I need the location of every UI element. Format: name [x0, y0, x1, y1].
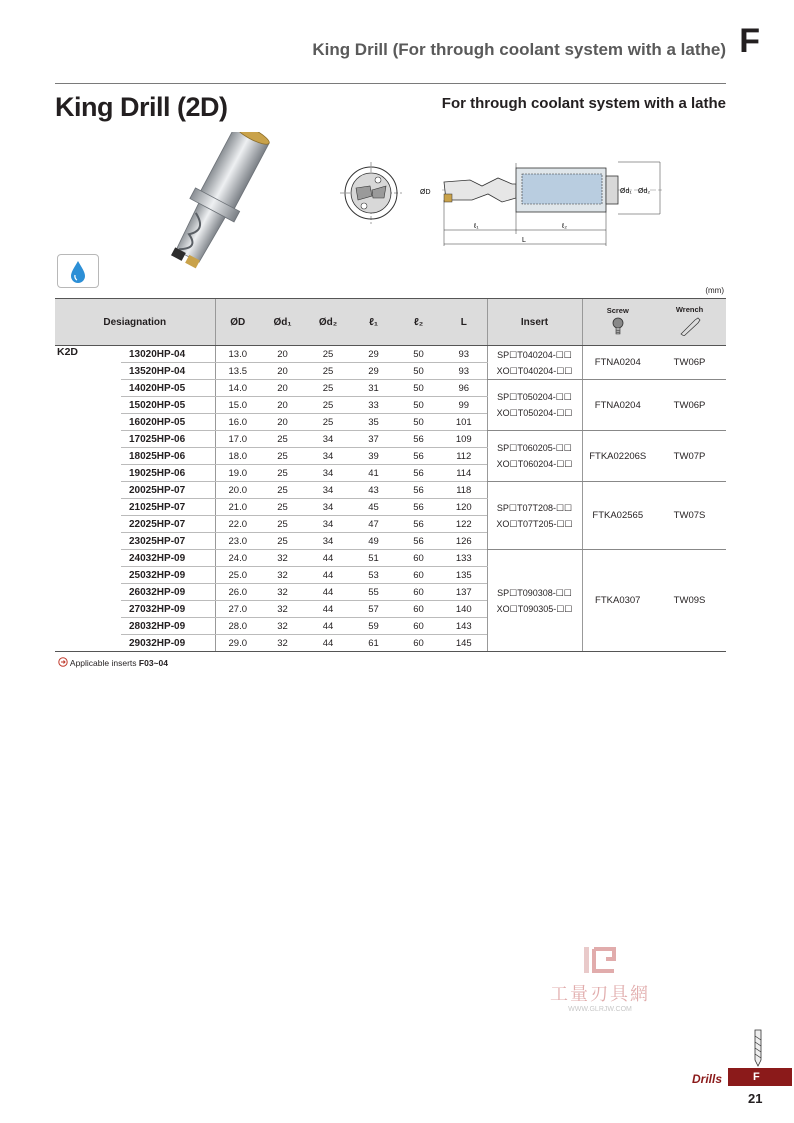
cell-l1: 45 [351, 499, 396, 516]
drill-dimension-diagram [412, 158, 668, 250]
cell-l1: 57 [351, 601, 396, 618]
cell-L: 126 [441, 533, 487, 550]
cell-od2: 25 [305, 380, 351, 397]
cell-l1: 43 [351, 482, 396, 499]
cell-l1: 41 [351, 465, 396, 482]
cell-L: 118 [441, 482, 487, 499]
wrench-icon [678, 316, 702, 336]
cell-l1: 29 [351, 363, 396, 380]
cell-od2: 25 [305, 414, 351, 431]
note-reference[interactable]: F03~04 [138, 658, 168, 668]
cell-L: 109 [441, 431, 487, 448]
cell-L: 120 [441, 499, 487, 516]
insert-code: XO☐T07T205-☐☐ [496, 518, 573, 529]
designation-code: 19025HP-06 [121, 465, 215, 482]
cell-od2: 34 [305, 431, 351, 448]
designation-code: 15020HP-05 [121, 397, 215, 414]
page-subtitle: For through coolant system with a lathe [441, 95, 726, 112]
cell-od2: 34 [305, 533, 351, 550]
cell-od1: 25 [260, 431, 305, 448]
cell-l2: 56 [396, 448, 441, 465]
cell-od2: 34 [305, 499, 351, 516]
cell-od2: 44 [305, 618, 351, 635]
cell-od1: 25 [260, 448, 305, 465]
cell-od1: 32 [260, 584, 305, 601]
wrench-cell: TW09S [653, 550, 726, 652]
designation-code: 13020HP-04 [121, 346, 215, 363]
insert-code: XO☐T040204-☐☐ [496, 365, 573, 376]
cell-L: 122 [441, 516, 487, 533]
header-divider [55, 83, 726, 84]
cell-od: 19.0 [215, 465, 260, 482]
insert-cell [487, 431, 582, 482]
screw-cell: FTNA0204 [582, 380, 653, 431]
cell-od1: 20 [260, 363, 305, 380]
drill-bit-icon [752, 1028, 764, 1068]
insert-cell [487, 380, 582, 431]
cell-od: 14.0 [215, 380, 260, 397]
col-header-screw [582, 299, 653, 346]
insert-code: XO☐T060204-☐☐ [496, 459, 573, 469]
cell-l2: 60 [396, 584, 441, 601]
cell-l2: 60 [396, 635, 441, 652]
wrench-cell: TW07P [653, 431, 726, 482]
cell-od: 18.0 [215, 448, 260, 465]
cell-L: 137 [441, 584, 487, 601]
cell-od2: 25 [305, 346, 351, 363]
cell-L: 112 [441, 448, 487, 465]
dim-od2-label: Ød₂ [638, 188, 651, 195]
cell-od1: 25 [260, 482, 305, 499]
col-header-od: ØD [215, 299, 260, 346]
table-row [55, 550, 726, 567]
cell-od2: 44 [305, 550, 351, 567]
cell-l2: 50 [396, 380, 441, 397]
col-header-l2: ℓ₂ [396, 299, 441, 346]
cell-od: 27.0 [215, 601, 260, 618]
cell-od: 15.0 [215, 397, 260, 414]
footer-section-tab[interactable]: F [728, 1068, 792, 1086]
screw-icon [611, 317, 625, 335]
designation-code: 14020HP-05 [121, 380, 215, 397]
cell-L: 135 [441, 567, 487, 584]
cell-l1: 37 [351, 431, 396, 448]
cell-l1: 55 [351, 584, 396, 601]
designation-code: 17025HP-06 [121, 431, 215, 448]
cell-L: 99 [441, 397, 487, 414]
cell-od2: 34 [305, 465, 351, 482]
section-header-title: King Drill (For through coolant system with a lathe) [312, 40, 726, 59]
cell-od1: 20 [260, 346, 305, 363]
cell-l2: 60 [396, 601, 441, 618]
drill-product-image [128, 132, 298, 277]
unit-label: (mm) [705, 286, 724, 295]
cell-l2: 56 [396, 431, 441, 448]
cell-od1: 25 [260, 533, 305, 550]
cell-l2: 50 [396, 414, 441, 431]
designation-code: 24032HP-09 [121, 550, 215, 567]
watermark-logo-icon [580, 945, 620, 975]
designation-code: 22025HP-07 [121, 516, 215, 533]
cell-l2: 50 [396, 397, 441, 414]
cell-L: 143 [441, 618, 487, 635]
cell-od1: 32 [260, 567, 305, 584]
applicable-inserts-note [58, 657, 168, 668]
cell-od1: 20 [260, 380, 305, 397]
drill-end-view-diagram [338, 160, 404, 226]
dim-l1-label: ℓ₁ [474, 223, 479, 230]
cell-od: 24.0 [215, 550, 260, 567]
table-row [55, 380, 726, 397]
dim-od1-label: Ød₁ [620, 188, 632, 195]
cell-l2: 56 [396, 516, 441, 533]
table-row [55, 482, 726, 499]
cell-od1: 32 [260, 635, 305, 652]
cell-l1: 31 [351, 380, 396, 397]
designation-code: 28032HP-09 [121, 618, 215, 635]
cell-L: 93 [441, 346, 487, 363]
wrench-cell: TW06P [653, 346, 726, 380]
designation-code: 25032HP-09 [121, 567, 215, 584]
table-row [55, 431, 726, 448]
cell-od: 20.0 [215, 482, 260, 499]
insert-code: SP☐T050204-☐☐ [497, 392, 572, 402]
dim-l2-label: ℓ₂ [562, 223, 567, 230]
watermark [530, 945, 670, 1013]
wrench-cell: TW06P [653, 380, 726, 431]
insert-code: SP☐T040204-☐☐ [497, 349, 572, 360]
cell-od2: 44 [305, 601, 351, 618]
coolant-icon [57, 254, 99, 288]
cell-od2: 34 [305, 516, 351, 533]
insert-code: XO☐T090305-☐☐ [496, 603, 573, 614]
insert-code: XO☐T050204-☐☐ [496, 408, 573, 418]
col-header-wrench [653, 299, 726, 346]
cell-l1: 53 [351, 567, 396, 584]
cell-l1: 49 [351, 533, 396, 550]
cell-od: 22.0 [215, 516, 260, 533]
cell-l2: 50 [396, 363, 441, 380]
cell-od2: 25 [305, 363, 351, 380]
cell-od2: 44 [305, 567, 351, 584]
screw-cell: FTNA0204 [582, 346, 653, 380]
cell-od1: 20 [260, 414, 305, 431]
cell-l2: 50 [396, 346, 441, 363]
cell-od: 25.0 [215, 567, 260, 584]
designation-code: 29032HP-09 [121, 635, 215, 652]
cell-od: 29.0 [215, 635, 260, 652]
cell-od1: 20 [260, 397, 305, 414]
specification-table [55, 298, 726, 652]
screw-label: Screw [606, 306, 629, 315]
col-header-L: L [441, 299, 487, 346]
page-number: 21 [748, 1091, 763, 1106]
cell-l1: 39 [351, 448, 396, 465]
cell-l1: 51 [351, 550, 396, 567]
cell-od2: 25 [305, 397, 351, 414]
cell-l1: 59 [351, 618, 396, 635]
cell-od1: 32 [260, 550, 305, 567]
cell-od1: 25 [260, 465, 305, 482]
dim-od-label: ØD [420, 189, 431, 196]
screw-cell: FTKA02206S [582, 431, 653, 482]
cell-od1: 32 [260, 601, 305, 618]
designation-code: 13520HP-04 [121, 363, 215, 380]
watermark-chinese-text: 工量刃具網 [550, 984, 650, 1005]
cell-od: 17.0 [215, 431, 260, 448]
designation-code: 16020HP-05 [121, 414, 215, 431]
section-letter: F [739, 22, 760, 60]
reference-arrow-icon [58, 657, 68, 667]
cell-od2: 34 [305, 482, 351, 499]
cell-l1: 33 [351, 397, 396, 414]
designation-code: 27032HP-09 [121, 601, 215, 618]
cell-L: 114 [441, 465, 487, 482]
cell-od2: 44 [305, 635, 351, 652]
cell-L: 101 [441, 414, 487, 431]
cell-od: 21.0 [215, 499, 260, 516]
cell-l2: 60 [396, 567, 441, 584]
table-header-row [55, 299, 726, 346]
designation-code: 21025HP-07 [121, 499, 215, 516]
cell-od: 23.0 [215, 533, 260, 550]
cell-l1: 35 [351, 414, 396, 431]
series-code: K2D [55, 346, 121, 652]
cell-L: 96 [441, 380, 487, 397]
cell-l2: 56 [396, 499, 441, 516]
designation-code: 20025HP-07 [121, 482, 215, 499]
insert-code: SP☐T07T208-☐☐ [496, 502, 573, 513]
screw-cell: FTKA0307 [582, 550, 653, 652]
insert-cell [487, 482, 582, 550]
insert-cell [487, 550, 582, 652]
cell-od: 16.0 [215, 414, 260, 431]
footer-section-label: Drills [692, 1072, 723, 1086]
cell-l2: 56 [396, 533, 441, 550]
cell-L: 145 [441, 635, 487, 652]
wrench-label: Wrench [675, 305, 704, 314]
cell-od: 26.0 [215, 584, 260, 601]
cell-L: 140 [441, 601, 487, 618]
insert-code: SP☐T060205-☐☐ [497, 443, 572, 453]
screw-cell: FTKA02565 [582, 482, 653, 550]
insert-cell [487, 346, 582, 380]
watermark-url: WWW.GLRJW.COM [568, 1006, 632, 1013]
cell-od2: 44 [305, 584, 351, 601]
cell-l1: 47 [351, 516, 396, 533]
cell-l2: 56 [396, 482, 441, 499]
designation-code: 18025HP-06 [121, 448, 215, 465]
designation-code: 26032HP-09 [121, 584, 215, 601]
page-title: King Drill (2D) [55, 92, 228, 122]
cell-od: 13.0 [215, 346, 260, 363]
cell-od1: 25 [260, 499, 305, 516]
cell-l2: 60 [396, 550, 441, 567]
cell-l1: 61 [351, 635, 396, 652]
col-header-insert: Insert [487, 299, 582, 346]
cell-od: 28.0 [215, 618, 260, 635]
cell-l2: 60 [396, 618, 441, 635]
col-header-designation: Desiagnation [55, 299, 215, 346]
cell-od1: 25 [260, 516, 305, 533]
wrench-cell: TW07S [653, 482, 726, 550]
dim-L-label: L [522, 237, 526, 244]
cell-od1: 32 [260, 618, 305, 635]
cell-L: 133 [441, 550, 487, 567]
col-header-l1: ℓ₁ [351, 299, 396, 346]
insert-code: SP☐T090308-☐☐ [497, 587, 572, 598]
designation-code: 23025HP-07 [121, 533, 215, 550]
col-header-od2: Ød₂ [305, 299, 351, 346]
col-header-od1: Ød₁ [260, 299, 305, 346]
note-text: Applicable inserts [69, 658, 137, 668]
cell-l2: 56 [396, 465, 441, 482]
cell-L: 93 [441, 363, 487, 380]
cell-od2: 34 [305, 448, 351, 465]
cell-l1: 29 [351, 346, 396, 363]
cell-od: 13.5 [215, 363, 260, 380]
table-row [55, 346, 726, 363]
